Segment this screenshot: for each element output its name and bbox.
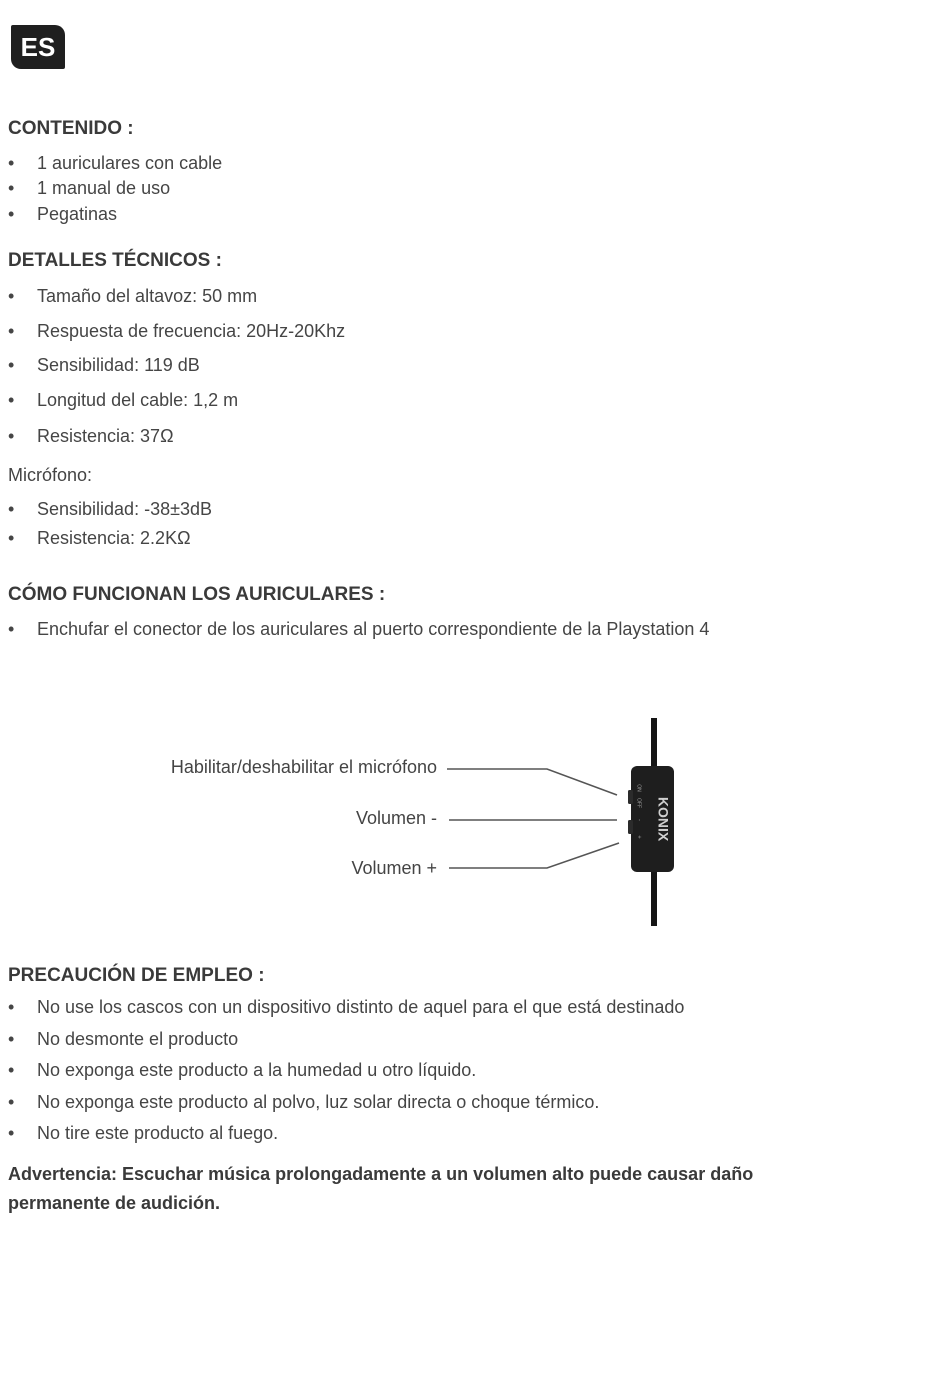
cable-bottom [651, 870, 657, 926]
contenido-heading: CONTENIDO : [8, 118, 134, 139]
volume-button [628, 820, 633, 834]
diagram-label-volume-up: Volumen + [351, 858, 437, 878]
microfono-label: Micrófono: [8, 465, 93, 485]
diagram-label-mic-toggle: Habilitar/deshabilitar el micrófono [170, 757, 437, 777]
switch-mark-minus: - [635, 819, 642, 821]
brand-logo: KONIX [655, 796, 672, 842]
remote-illustration [0, 700, 950, 940]
cable-top [651, 718, 657, 770]
switch-mark-on: ON [635, 784, 642, 792]
como-funcionan-heading: CÓMO FUNCIONAN LOS AURICULARES : [8, 584, 386, 605]
hearing-warning: Advertencia: Escuchar música prolongadamente a un volumen alto puede causar daño permanente de audición. [8, 1164, 754, 1213]
language-badge: ES [11, 25, 65, 69]
precaucion-heading: PRECAUCIÓN DE EMPLEO : [8, 965, 265, 986]
switch-mark-off: OFF [635, 798, 642, 808]
mic-switch [628, 790, 633, 804]
leader-line-volume-up [449, 843, 619, 868]
leader-line-mic [447, 769, 617, 795]
switch-mark-plus: + [635, 835, 642, 839]
remote-control-diagram [0, 700, 950, 940]
detalles-heading: DETALLES TÉCNICOS : [8, 250, 222, 271]
diagram-label-volume-down: Volumen - [355, 808, 437, 828]
